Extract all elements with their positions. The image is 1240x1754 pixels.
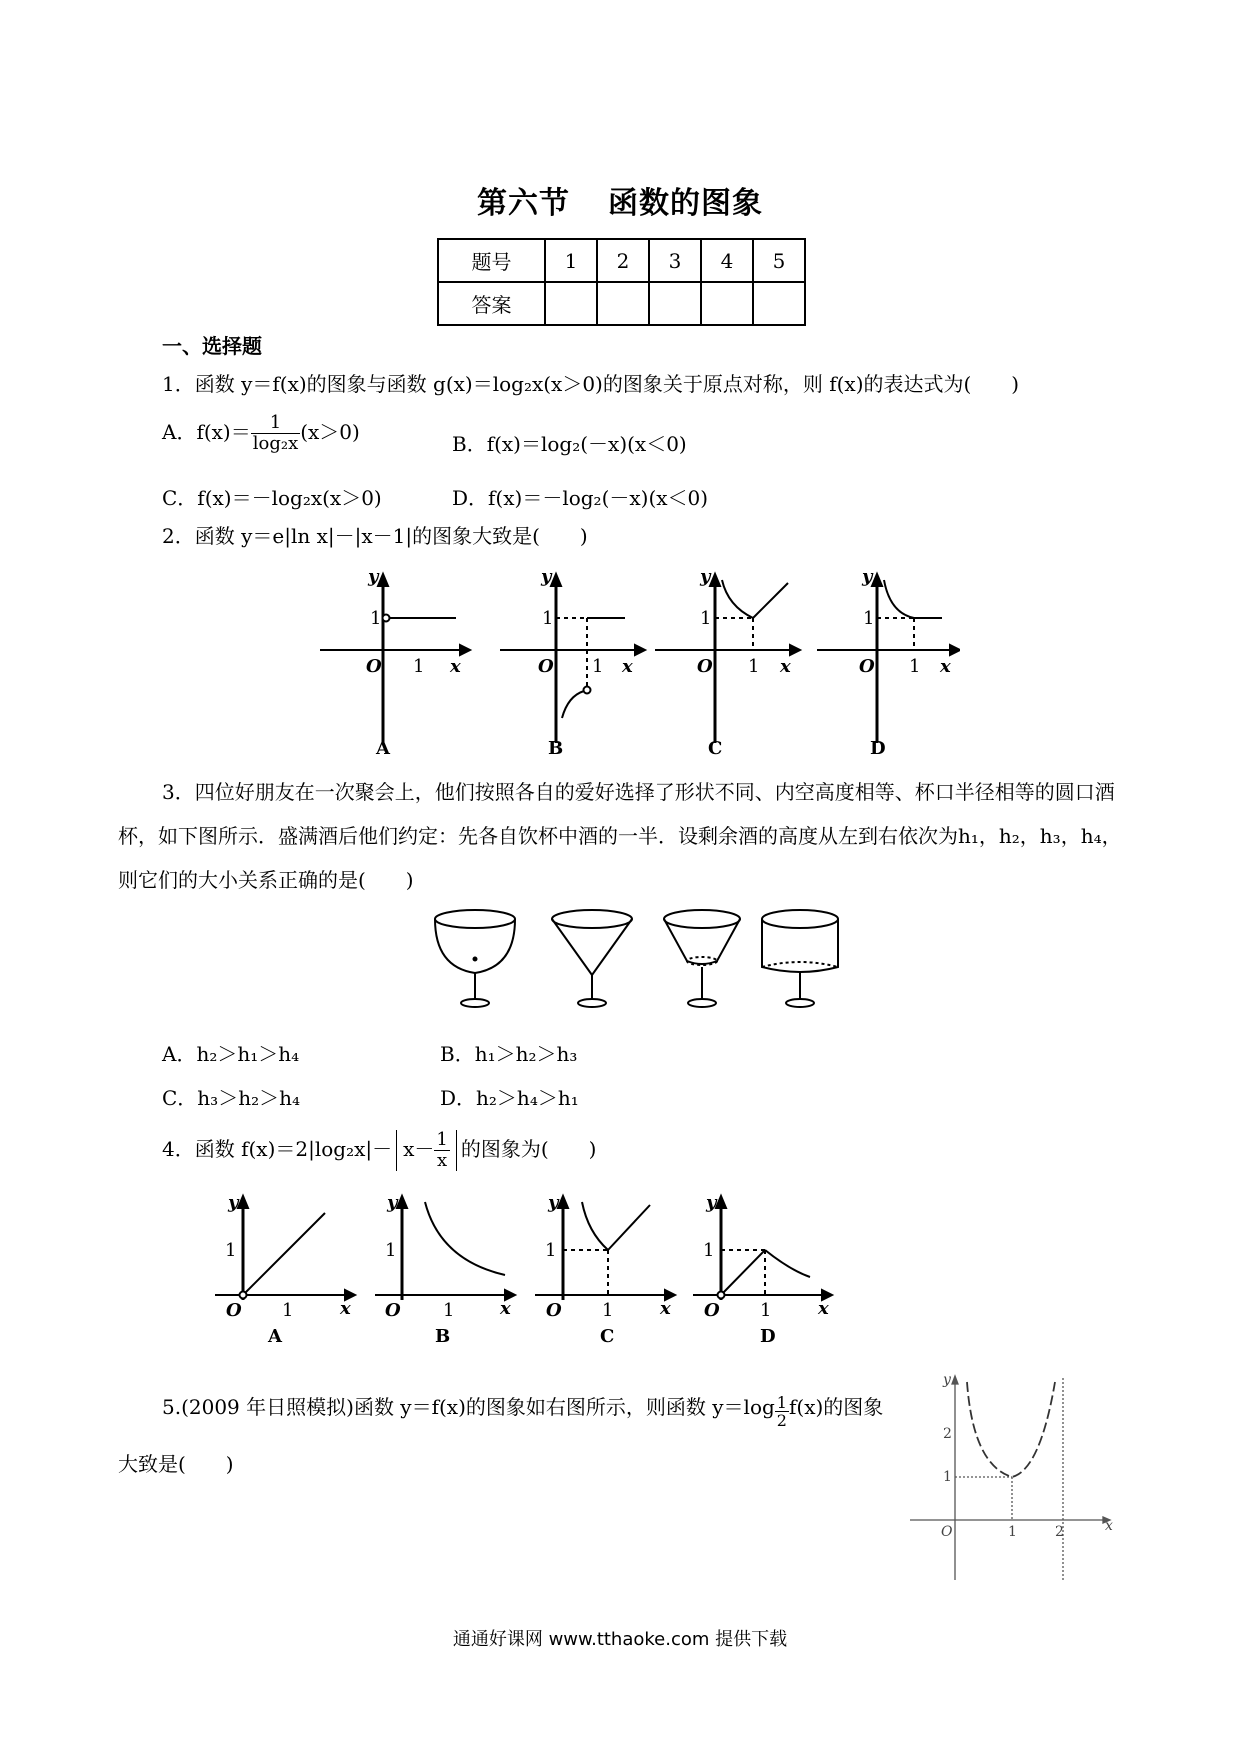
answer-cell xyxy=(597,282,649,325)
q4d-y-label: y xyxy=(706,1192,717,1213)
q3-option-a: A．h₂＞h₁＞h₄ xyxy=(162,1042,300,1066)
q3-option-b: B．h₁＞h₂＞h₃ xyxy=(440,1042,578,1066)
q3-option-d: D．h₂＞h₄＞h₁ xyxy=(440,1086,579,1110)
q2c-y-label: y xyxy=(700,568,711,587)
q2d-x-arrow xyxy=(950,645,960,655)
cup4-base xyxy=(786,999,814,1007)
q2c-y-arrow xyxy=(710,574,720,586)
q4a-tick-x: 1 xyxy=(282,1300,294,1321)
q4c-x-label: x xyxy=(660,1298,671,1319)
q4c-y-label: y xyxy=(548,1192,559,1213)
fraction-denominator: log₂x xyxy=(252,433,299,454)
q4d-origin: O xyxy=(704,1300,720,1321)
q5-stem-suffix: f(x)的图象 xyxy=(788,1395,884,1419)
q2a-y-arrow xyxy=(378,574,388,586)
q5-x-label: x xyxy=(1105,1518,1113,1534)
q1-option-a-prefix: A．f(x)＝ xyxy=(162,420,251,444)
q3-option-c: C．h₃＞h₂＞h₄ xyxy=(162,1086,300,1110)
fraction-numerator: 1 xyxy=(776,1393,787,1412)
q2c-origin: O xyxy=(697,656,713,677)
q4d-line xyxy=(721,1250,765,1295)
q2a-x-label: x xyxy=(450,656,461,677)
q2-graph-label-a: A xyxy=(376,738,390,759)
q2a-tick-y: 1 xyxy=(370,608,382,629)
q2b-x-arrow xyxy=(635,645,645,655)
q4d-tick-x: 1 xyxy=(760,1300,772,1321)
q2c-x-label: x xyxy=(780,656,791,677)
answer-cell xyxy=(753,282,805,325)
q2-stem: 2．函数 y＝e|ln x|－|x－1|的图象大致是( ) xyxy=(162,524,588,548)
answer-table-number: 2 xyxy=(597,239,649,282)
q2d-x-label: x xyxy=(940,656,951,677)
cup2-rim xyxy=(552,910,632,928)
cup3-base xyxy=(688,999,716,1007)
q2b-y-label: y xyxy=(541,568,552,587)
q4-abs-left: x－ xyxy=(403,1137,435,1161)
q2a-origin: O xyxy=(366,656,382,677)
q2c-x-arrow xyxy=(790,645,800,655)
q4-fraction xyxy=(434,1130,449,1171)
fraction-numerator: 1 xyxy=(251,413,300,434)
q2a-y-label: y xyxy=(368,568,379,587)
q5-curve xyxy=(967,1382,1055,1477)
cup1-dot xyxy=(474,958,477,961)
page-title xyxy=(0,178,1240,222)
q4b-origin: O xyxy=(385,1300,401,1321)
cup1-base xyxy=(461,999,489,1007)
fraction-numerator: 1 xyxy=(436,1129,448,1150)
answer-table-number: 1 xyxy=(545,239,597,282)
page-footer: 通通好课网 www.tthaoke.com 提供下载 xyxy=(452,1629,788,1650)
q4c-origin: O xyxy=(546,1300,562,1321)
q1-option-c: C．f(x)＝－log₂x(x＞0) xyxy=(162,486,382,510)
q2-graph-label-d: D xyxy=(870,738,886,759)
q5-y-label: y xyxy=(943,1372,951,1388)
q1-option-d: D．f(x)＝－log₂(－x)(x＜0) xyxy=(452,486,709,510)
q2b-open-point xyxy=(584,687,591,694)
q4c-tick-y: 1 xyxy=(545,1240,557,1261)
q2b-tick-x: 1 xyxy=(592,656,604,677)
q5-tick-x-2: 2 xyxy=(1055,1524,1064,1540)
q5-tick-y-2: 2 xyxy=(943,1426,952,1442)
q4b-tick-x: 1 xyxy=(443,1300,455,1321)
section-title: 一、选择题 xyxy=(162,334,262,358)
answer-table-answer-row xyxy=(438,282,805,325)
fraction-denominator: 2 xyxy=(776,1411,787,1430)
q5-origin: O xyxy=(941,1524,953,1540)
q2d-curve-left xyxy=(884,580,914,618)
q2-graph-label-b: B xyxy=(548,738,564,759)
title-section: 第六节 xyxy=(477,186,570,221)
fraction-denominator: x xyxy=(437,1150,448,1171)
q4a-origin: O xyxy=(226,1300,242,1321)
answer-cell xyxy=(649,282,701,325)
q2d-tick-x: 1 xyxy=(909,656,921,677)
q1-option-b: B．f(x)＝log₂(－x)(x＜0) xyxy=(452,432,687,456)
q2c-tick-y: 1 xyxy=(700,608,712,629)
q5-stem xyxy=(162,1393,883,1429)
cup1-rim xyxy=(435,910,515,928)
q4-graphs xyxy=(210,1190,835,1350)
cup4-rim xyxy=(762,910,838,928)
q1-option-a-fraction xyxy=(251,413,300,454)
title-topic: 函数的图象 xyxy=(608,186,763,221)
q4a-line xyxy=(243,1213,325,1295)
q2b-x-label: x xyxy=(622,656,633,677)
q2b-origin: O xyxy=(538,656,554,677)
cup4-bottom xyxy=(762,962,838,967)
q4b-curve xyxy=(425,1202,505,1275)
cup3-rim xyxy=(664,910,740,928)
answer-table-number-row xyxy=(438,239,805,282)
q4-graph-label-d: D xyxy=(760,1326,776,1347)
answer-table-number: 5 xyxy=(753,239,805,282)
q2b-tick-y: 1 xyxy=(542,608,554,629)
q4b-tick-y: 1 xyxy=(385,1240,397,1261)
q3-stem: 3．四位好朋友在一次聚会上，他们按照各自的爱好选择了形状不同、内空高度相等、杯口半径相等的圆口酒杯，如下图所示．盛满酒后他们约定：先各自饮杯中酒的一半．设剩余酒的高度从左到右依次为h₁，h₂，h₃，h₄，则它们的大小关系正确的是( ) xyxy=(118,780,1122,892)
q4a-y-label: y xyxy=(228,1192,239,1213)
q4-stem-prefix: 4．函数 f(x)＝2|log₂x|－ xyxy=(162,1137,393,1161)
q5-stem-line2: 大致是( ) xyxy=(118,1452,234,1476)
q2d-y-label: y xyxy=(862,568,873,587)
q4c-curve-right xyxy=(608,1205,650,1250)
q2-graphs xyxy=(310,568,960,763)
answer-cell xyxy=(545,282,597,325)
q2c-curve-right xyxy=(753,583,788,618)
q5-stem-prefix: 5.(2009 年日照模拟)函数 y＝f(x)的图象如右图所示，则函数 y＝log xyxy=(162,1395,775,1419)
answer-table xyxy=(437,238,806,326)
q2b-curve-left xyxy=(562,691,584,718)
q5-y-arrow xyxy=(952,1376,958,1384)
q4-stem xyxy=(162,1130,596,1171)
q2a-tick-x: 1 xyxy=(413,656,425,677)
q1-stem: 1．函数 y＝f(x)的图象与函数 g(x)＝log₂x(x＞0)的图象关于原点对称，则 f(x)的表达式为( ) xyxy=(162,372,1020,396)
q4a-tick-y: 1 xyxy=(225,1240,237,1261)
cup4-body xyxy=(762,919,838,972)
q4d-curve xyxy=(765,1250,810,1277)
q2b-y-arrow xyxy=(551,574,561,586)
q2c-tick-x: 1 xyxy=(748,656,760,677)
q2-graph-label-c: C xyxy=(708,738,723,759)
q4d-tick-y: 1 xyxy=(703,1240,715,1261)
q2d-tick-y: 1 xyxy=(863,608,875,629)
answer-table-number: 4 xyxy=(701,239,753,282)
q4c-tick-x: 1 xyxy=(602,1300,614,1321)
q2d-origin: O xyxy=(859,656,875,677)
q4-graph-label-b: B xyxy=(435,1326,451,1347)
q4b-x-label: x xyxy=(500,1298,511,1319)
q4b-y-label: y xyxy=(387,1192,398,1213)
cup2-base xyxy=(578,999,606,1007)
q4-graph-label-c: C xyxy=(600,1326,615,1347)
q4a-x-label: x xyxy=(340,1298,351,1319)
q4a-open-point xyxy=(240,1292,247,1299)
answer-table-header-number: 题号 xyxy=(438,239,545,282)
q2d-y-arrow xyxy=(872,574,882,586)
answer-cell xyxy=(701,282,753,325)
q5-graph xyxy=(905,1370,1115,1585)
answer-table-header-answer: 答案 xyxy=(438,282,545,325)
answer-table-number: 3 xyxy=(649,239,701,282)
q5-log-base xyxy=(775,1394,789,1429)
q2a-open-point xyxy=(383,615,390,622)
q2a-x-arrow xyxy=(460,645,470,655)
q3-cups xyxy=(430,905,850,1015)
q1-option-a xyxy=(162,413,360,454)
q5-tick-y-1: 1 xyxy=(943,1469,952,1485)
q4-graph-label-a: A xyxy=(268,1326,282,1347)
q1-option-a-suffix: (x＞0) xyxy=(300,420,360,444)
q2c-curve-left xyxy=(722,580,753,618)
q4c-curve-left xyxy=(582,1202,608,1250)
q5-tick-x-1: 1 xyxy=(1008,1524,1017,1540)
q4-absolute-value xyxy=(396,1130,457,1171)
q4-stem-suffix: 的图象为( ) xyxy=(460,1137,597,1161)
q4d-x-label: x xyxy=(818,1298,829,1319)
